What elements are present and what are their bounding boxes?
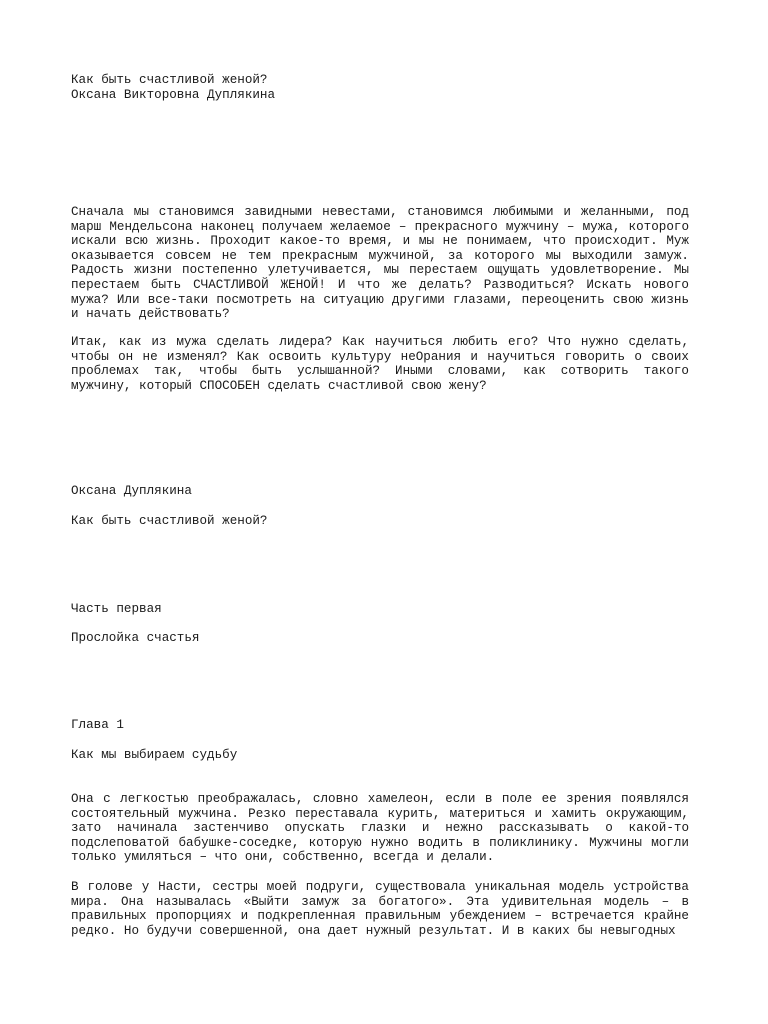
- header-title: Как быть счастливой женой?: [71, 73, 268, 87]
- chapter-title: Как мы выбираем судьбу: [71, 748, 238, 762]
- part-title: Прослойка счастья: [71, 631, 200, 645]
- body-paragraph-2: В голове у Насти, сестры моей подруги, существовала уникальная модель устройства мира. Она называлась «Выйти замуж за богатого». Эта удивительная модель – в правильных пропорциях и подкрепленная правильным убеждением – встречается крайне редко. Но будучи совершенной, она дает нужный результат. И в каких бы невыгодных: [71, 880, 689, 938]
- part-label: Часть первая: [71, 602, 162, 616]
- body-paragraph-1: Она с легкостью преображалась, словно хамелеон, если в поле ее зрения появлялся состоятельный мужчина. Резко переставала курить, материться и хамить окружающим, зато начинала застенчиво опускать глазки и нежно рассказывать о какой-то подслеповатой бабушке-соседке, которую нужно водить в поликлинику. Мужчины могли только умиляться – что они, собственно, всегда и делали.: [71, 792, 689, 865]
- chapter-label: Глава 1: [71, 718, 124, 732]
- header-author: Оксана Викторовна Дуплякина: [71, 88, 276, 102]
- book-title: Как быть счастливой женой?: [71, 514, 268, 528]
- intro-paragraph-2: Итак, как из мужа сделать лидера? Как научиться любить его? Что нужно сделать, чтобы он не изменял? Как освоить культуру неОрания и научиться говорить о своих проблемах так, чтобы быть услышанной? Иными словами, как сотворить такого мужчину, который СПОСОБЕН сделать счастливой свою жену?: [71, 335, 689, 393]
- book-author: Оксана Дуплякина: [71, 484, 192, 498]
- intro-paragraph-1: Сначала мы становимся завидными невестами, становимся любимыми и желанными, под марш Мендельсона наконец получаем желаемое – прекрасного мужчину – мужа, которого искали всю жизнь. Проходит какое-то время, и мы не понимаем, что происходит. Муж оказывается совсем не тем прекрасным мужчиной, за которого мы выходили замуж. Радость жизни постепенно улетучивается, мы перестаем ощущать удовлетворение. Мы перестаем быть СЧАСТЛИВОЙ ЖЕНОЙ! И что же делать? Разводиться? Искать нового мужа? Или все-таки посмотреть на ситуацию другими глазами, переоценить свою жизнь и начать действовать?: [71, 205, 689, 322]
